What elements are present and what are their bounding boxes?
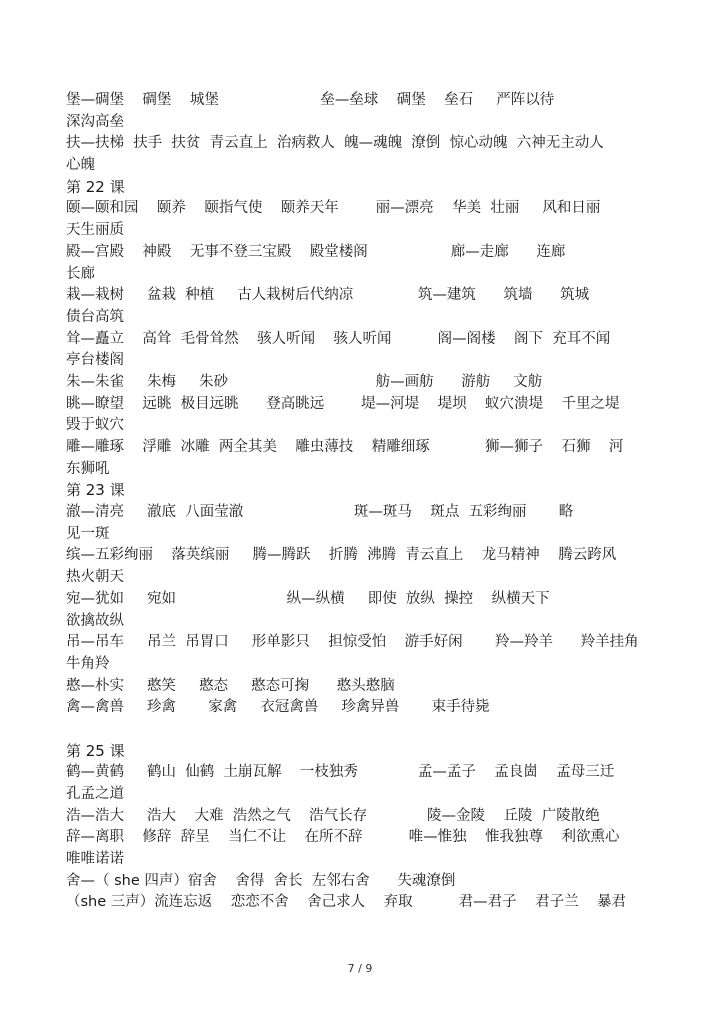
text-line: 雕—雕琢 浮雕 冰雕 两全其美 雕虫薄技 精雕细琢 狮—狮子 石狮 河 xyxy=(66,439,624,455)
text-line: 长廊 xyxy=(66,265,95,282)
text-line: 热火朝天 xyxy=(66,569,124,586)
text-line: 耸—矗立 高耸 毛骨耸然 骇人听闻 骇人听闻 阁—阁楼 阁下 充耳不闻 xyxy=(66,330,611,347)
text-line: 吊—吊车 吊兰 吊胃口 形单影只 担惊受怕 游手好闲 羚—羚羊 羚羊挂角 xyxy=(66,634,639,651)
lesson-heading: 第 23 课 xyxy=(66,481,125,500)
text-line: 堡—碉堡 碉堡 城堡 垒—垒球 碉堡 垒石 严阵以待 xyxy=(66,92,555,108)
text-line: 颐—颐和园 颐养 颐指气使 颐养天年 丽—漂亮 华美 壮丽 风和日丽 xyxy=(66,200,601,217)
text-line: 见一斑 xyxy=(66,525,110,542)
text-line: 憨—朴实 憨笑 憨态 憨态可掬 憨头憨脑 xyxy=(66,677,395,694)
text-line: 亭台楼阁 xyxy=(66,352,124,369)
text-line: 鹤—黄鹤 鹤山 仙鹤 土崩瓦解 一枝独秀 孟—孟子 孟良崮 孟母三迁 xyxy=(66,764,615,781)
text-line: 孔孟之道 xyxy=(66,786,124,802)
text-line: 缤—五彩绚丽 落英缤丽 腾—腾跃 折腾 沸腾 青云直上 龙马精神 腾云跨风 xyxy=(66,547,617,564)
text-line: 浩—浩大 浩大 大难 浩然之气 浩气长存 陵—金陵 丘陵 广陵散绝 xyxy=(66,807,600,824)
text-line: 殿—宫殿 神殿 无事不登三宝殿 殿堂楼阁 廊—走廊 连廊 xyxy=(66,243,566,260)
text-line: 舍—（ she 四声）宿舍 舍得 舍长 左邻右舍 失魂潦倒 xyxy=(66,872,456,889)
text-line: 牛角羚 xyxy=(66,655,110,672)
text-line: 深沟高垒 xyxy=(66,113,124,130)
text-line: 眺—瞭望 远眺 极目远眺 登高眺远 堤—河堤 堤坝 蚁穴溃堤 千里之堤 xyxy=(66,395,620,412)
text-line: 毁于蚁穴 xyxy=(66,417,124,434)
text-line: 欲擒故纵 xyxy=(66,612,124,629)
text-line: 禽—禽兽 珍禽 家禽 衣冠禽兽 珍禽异兽 束手待毙 xyxy=(66,699,490,716)
text-line: 宛—犹如 宛如 纵—纵横 即使 放纵 操控 纵横天下 xyxy=(66,590,550,607)
text-line: （she 三声）流连忘返 恋恋不舍 舍己求人 弃取 君—君子 君子兰 暴君 xyxy=(66,894,627,911)
text-line: 澈—清亮 澈底 八面莹澈 斑—斑马 斑点 五彩绚丽 略 xyxy=(66,504,574,521)
lesson-heading: 第 25 课 xyxy=(66,741,125,760)
page-number: 7 / 9 xyxy=(347,962,373,975)
text-line: 朱—朱雀 朱梅 朱砂 舫—画舫 游舫 文舫 xyxy=(66,373,543,390)
text-line: 辞—离职 修辞 辞呈 当仁不让 在所不辞 唯—惟独 惟我独尊 利欲熏心 xyxy=(66,829,620,846)
text-line: 债台高筑 xyxy=(66,308,124,325)
text-line: 天生丽质 xyxy=(66,222,124,239)
text-line: 栽—栽树 盆栽 种植 古人栽树后代纳凉 筑—建筑 筑墙 筑城 xyxy=(66,287,590,304)
document-body xyxy=(66,90,666,914)
text-line: 心魄 xyxy=(66,157,95,174)
blank-line xyxy=(66,719,666,741)
text-line: 唯唯诺诺 xyxy=(66,851,124,868)
lesson-heading: 第 22 课 xyxy=(66,177,125,196)
text-line: 扶—扶梯 扶手 扶贫 青云直上 治病救人 魄—魂魄 潦倒 惊心动魄 六神无主动人 xyxy=(66,135,604,152)
text-line: 东狮吼 xyxy=(66,460,110,477)
